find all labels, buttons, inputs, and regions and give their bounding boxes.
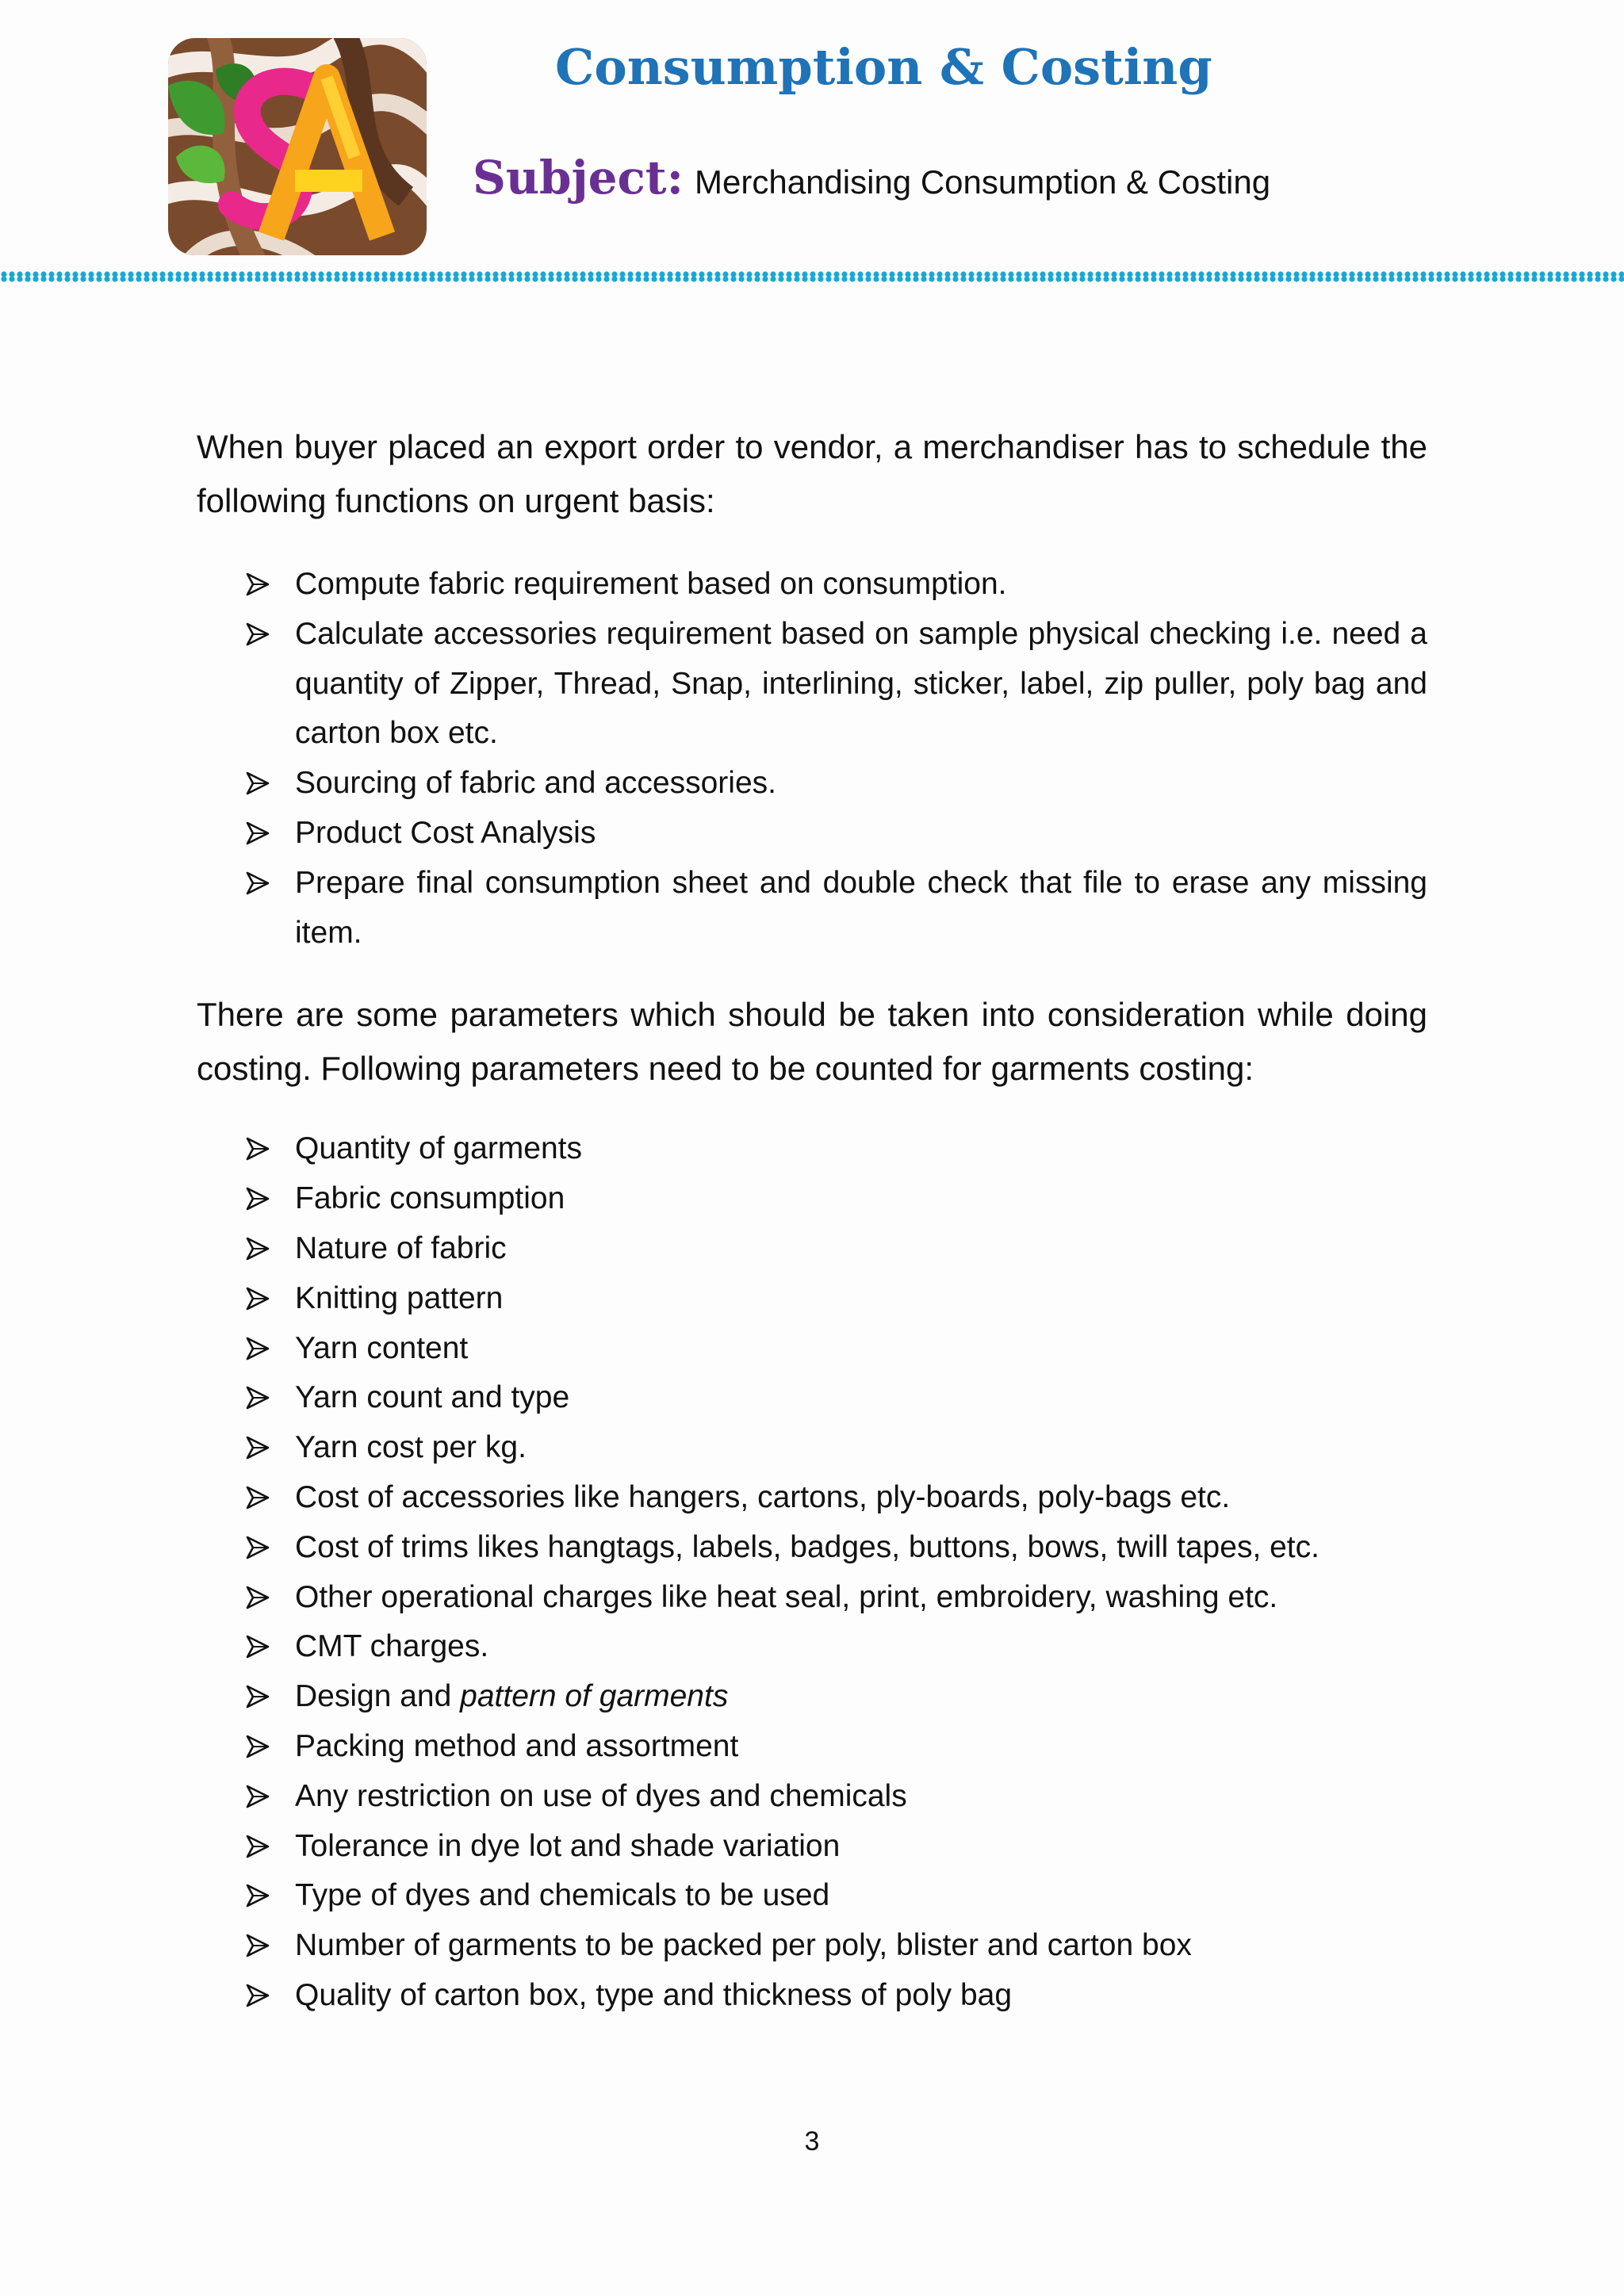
list-item-text: Number of garments to be packed per poly, blister and carton box — [295, 1928, 1192, 1963]
list-item-text: Prepare final consumption sheet and double check that file to erase any missing item. — [295, 865, 1427, 950]
list-item-text: Cost of trims likes hangtags, labels, badges, buttons, bows, twill tapes, etc. — [295, 1529, 1320, 1564]
arrowhead-bullet-icon — [246, 572, 270, 596]
parameter-list-item — [295, 1224, 1427, 1274]
functions-list — [197, 560, 1427, 958]
parameter-list-item — [295, 1822, 1427, 1872]
list-item-text: Any restriction on use of dyes and chemicals — [295, 1778, 907, 1813]
parameter-list-item — [295, 1523, 1427, 1573]
arrowhead-bullet-icon — [246, 871, 270, 895]
subject-line — [473, 151, 1270, 205]
arrowhead-bullet-icon — [246, 1436, 270, 1460]
arrowhead-bullet-icon — [246, 1187, 270, 1211]
arrowhead-bullet-icon — [246, 1536, 270, 1559]
parameter-list-item — [295, 1324, 1427, 1374]
list-item-text: Calculate accessories requirement based on sample physical checking i.e. need a quantity of Zipper, Thread, Snap, interlining, sticker, label, zip puller, poly bag and carton box etc. — [295, 616, 1427, 751]
function-list-item — [295, 759, 1427, 809]
header-dotted-rule — [0, 271, 1624, 282]
parameters-paragraph: There are some parameters which should be taken into consideration while doing costing. Following parameters need to be counted for garments costing: — [197, 996, 1427, 1088]
parameter-list-item — [295, 1274, 1427, 1324]
parameter-list-item — [295, 1573, 1427, 1623]
parameter-list-item — [295, 1971, 1427, 2021]
parameter-list-item — [295, 1174, 1427, 1224]
page-content — [197, 420, 1427, 2021]
list-item-text: Knitting pattern — [295, 1280, 504, 1315]
arrowhead-bullet-icon — [246, 821, 270, 845]
list-item-text: Sourcing of fabric and accessories. — [295, 766, 776, 801]
arrowhead-bullet-icon — [246, 1287, 270, 1311]
arrowhead-bullet-icon — [246, 1685, 270, 1709]
arrowhead-bullet-icon — [246, 1635, 270, 1659]
function-list-item — [295, 809, 1427, 859]
parameter-list-item — [295, 1672, 1427, 1722]
list-item-text: Product Cost Analysis — [295, 815, 596, 850]
arrowhead-bullet-icon — [246, 1884, 270, 1908]
arrowhead-bullet-icon — [246, 1486, 270, 1510]
function-list-item — [295, 859, 1427, 959]
list-item-text: Quality of carton box, type and thickness of poly bag — [295, 1977, 1013, 2012]
list-item-text: Type of dyes and chemicals to be used — [295, 1878, 830, 1913]
parameter-list-item — [295, 1921, 1427, 1971]
arrowhead-bullet-icon — [246, 622, 270, 646]
arrowhead-bullet-icon — [246, 1137, 270, 1161]
parameter-list-item — [295, 1772, 1427, 1822]
parameter-list-item — [295, 1622, 1427, 1672]
list-item-text: Fabric consumption — [295, 1181, 565, 1216]
list-item-text: Nature of fabric — [295, 1230, 507, 1265]
list-item-text: Yarn cost per kg. — [295, 1430, 527, 1465]
parameter-list-item — [295, 1373, 1427, 1423]
arrowhead-bullet-icon — [246, 1835, 270, 1858]
list-item-text: CMT charges. — [295, 1629, 489, 1664]
parameter-list-item — [295, 1722, 1427, 1772]
list-item-text: Packing method and assortment — [295, 1728, 739, 1763]
page-number: 3 — [804, 2126, 820, 2156]
parameter-list-item — [295, 1423, 1427, 1473]
list-item-text: Tolerance in dye lot and shade variation — [295, 1828, 841, 1863]
arrowhead-bullet-icon — [246, 771, 270, 795]
sa-logo — [168, 38, 427, 255]
list-item-italic-text: pattern of garments — [460, 1679, 729, 1714]
document-title: Consumption & Costing — [555, 38, 1212, 96]
arrowhead-bullet-icon — [246, 1586, 270, 1609]
parameter-list-item — [295, 1473, 1427, 1523]
list-item-text: Design and — [295, 1679, 461, 1714]
arrowhead-bullet-icon — [246, 1984, 270, 2007]
function-list-item — [295, 610, 1427, 759]
list-item-text: Quantity of garments — [295, 1131, 583, 1166]
parameter-list-item — [295, 1124, 1427, 1174]
arrowhead-bullet-icon — [246, 1386, 270, 1410]
subject-value: Merchandising Consumption & Costing — [695, 163, 1271, 201]
intro-paragraph: When buyer placed an export order to vendor, a merchandiser has to schedule the following functions on urgent basis: — [197, 428, 1427, 519]
list-item-text: Cost of accessories like hangers, cartons, ply-boards, poly-bags etc. — [295, 1479, 1231, 1514]
list-item-text: Yarn count and type — [295, 1380, 570, 1415]
function-list-item — [295, 560, 1427, 610]
parameter-list-item — [295, 1871, 1427, 1921]
parameters-list — [197, 1124, 1427, 2020]
arrowhead-bullet-icon — [246, 1785, 270, 1808]
list-item-text: Compute fabric requirement based on consumption. — [295, 567, 1007, 601]
list-item-text: Yarn content — [295, 1330, 469, 1365]
arrowhead-bullet-icon — [246, 1237, 270, 1261]
arrowhead-bullet-icon — [246, 1337, 270, 1360]
subject-label: Subject: — [473, 151, 684, 205]
arrowhead-bullet-icon — [246, 1934, 270, 1957]
list-item-text: Other operational charges like heat seal, print, embroidery, washing etc. — [295, 1579, 1278, 1614]
arrowhead-bullet-icon — [246, 1735, 270, 1758]
